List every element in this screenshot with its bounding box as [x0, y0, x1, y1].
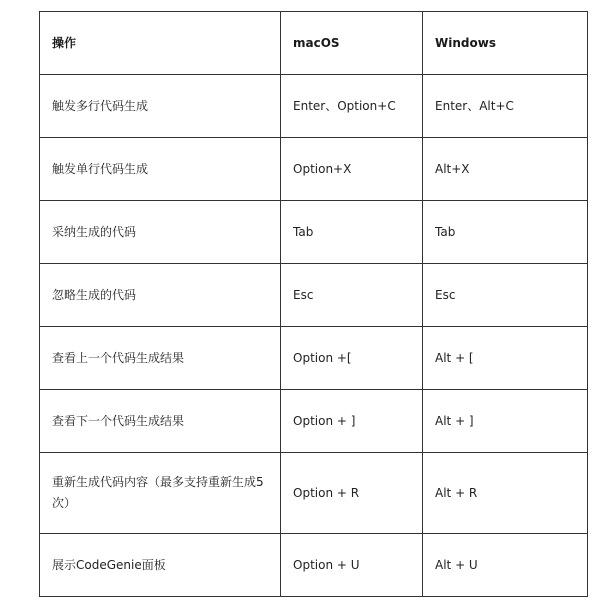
table-row [40, 534, 588, 597]
header-windows: Windows [423, 12, 588, 75]
table-row [40, 390, 588, 453]
action-cell: 展示CodeGenie面板 [40, 534, 281, 597]
macos-shortcut-cell: Option + U [281, 534, 423, 597]
macos-shortcut-cell: Enter、Option+C [281, 75, 423, 138]
action-cell: 重新生成代码内容（最多支持重新生成5次） [40, 453, 281, 534]
table-row [40, 201, 588, 264]
table-row [40, 453, 588, 534]
action-cell: 触发多行代码生成 [40, 75, 281, 138]
macos-shortcut-cell: Option+X [281, 138, 423, 201]
windows-shortcut-cell: Tab [423, 201, 588, 264]
shortcut-table [39, 11, 588, 597]
action-cell: 查看上一个代码生成结果 [40, 327, 281, 390]
windows-shortcut-cell: Alt + R [423, 453, 588, 534]
windows-shortcut-cell: Alt + [ [423, 327, 588, 390]
action-cell: 查看下一个代码生成结果 [40, 390, 281, 453]
table-row [40, 327, 588, 390]
table-row [40, 138, 588, 201]
table-header-row [40, 12, 588, 75]
windows-shortcut-cell: Alt + U [423, 534, 588, 597]
action-cell: 触发单行代码生成 [40, 138, 281, 201]
header-action: 操作 [40, 12, 281, 75]
windows-shortcut-cell: Esc [423, 264, 588, 327]
table-row [40, 264, 588, 327]
header-macos: macOS [281, 12, 423, 75]
windows-shortcut-cell: Alt + ] [423, 390, 588, 453]
macos-shortcut-cell: Option + R [281, 453, 423, 534]
macos-shortcut-cell: Tab [281, 201, 423, 264]
action-cell: 忽略生成的代码 [40, 264, 281, 327]
table-row [40, 75, 588, 138]
windows-shortcut-cell: Enter、Alt+C [423, 75, 588, 138]
macos-shortcut-cell: Esc [281, 264, 423, 327]
windows-shortcut-cell: Alt+X [423, 138, 588, 201]
action-cell: 采纳生成的代码 [40, 201, 281, 264]
macos-shortcut-cell: Option +[ [281, 327, 423, 390]
macos-shortcut-cell: Option + ] [281, 390, 423, 453]
